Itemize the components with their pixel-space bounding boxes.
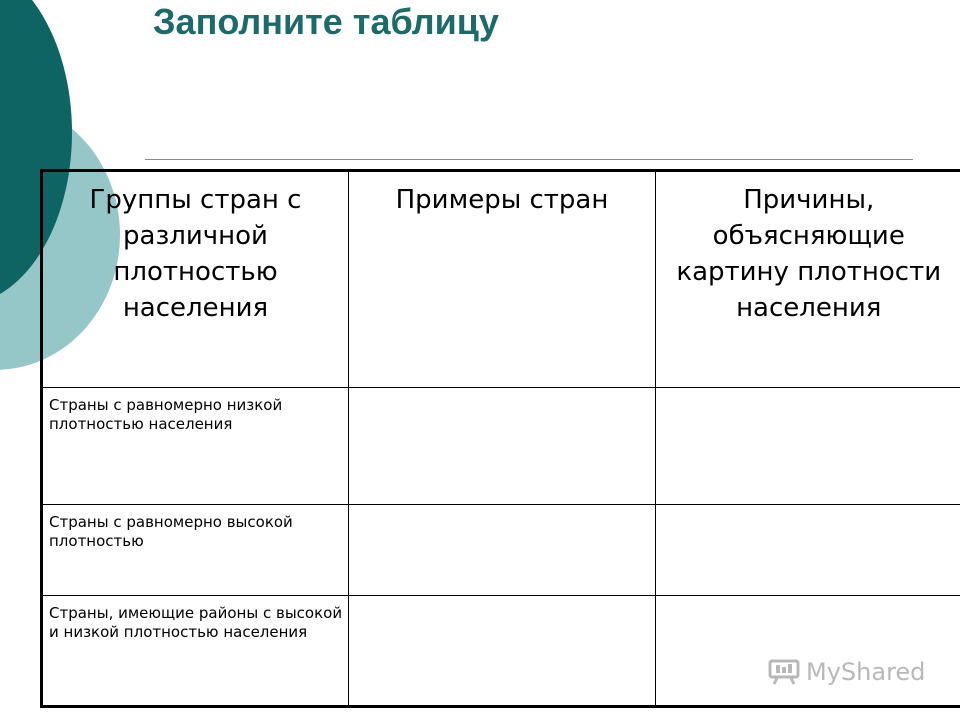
table-cell-group: Страны с равномерно высокой плотностью bbox=[42, 505, 349, 596]
header-reasons: Причины, объясняющие картину плотности населения bbox=[656, 171, 960, 388]
table-cell-group: Страны с равномерно низкой плотностью населения bbox=[42, 388, 349, 505]
watermark-text: MyShared bbox=[806, 658, 926, 686]
table-cell-examples[interactable] bbox=[349, 505, 656, 596]
table-cell-examples[interactable] bbox=[349, 596, 656, 707]
slide-title: Заполните таблицу bbox=[153, 1, 499, 42]
table-row bbox=[42, 596, 960, 707]
table-cell-examples[interactable] bbox=[349, 388, 656, 505]
fill-in-table bbox=[40, 169, 960, 708]
watermark bbox=[768, 658, 925, 686]
table-cell-reasons[interactable] bbox=[656, 388, 960, 505]
table-row bbox=[42, 505, 960, 596]
table-cell-group: Страны, имеющие районы с высокой и низкой плотностью населения bbox=[42, 596, 349, 707]
table-header-row bbox=[42, 171, 960, 388]
presentation-board-icon bbox=[768, 659, 800, 685]
title-divider bbox=[145, 159, 913, 160]
header-country-examples: Примеры стран bbox=[349, 171, 656, 388]
table-row bbox=[42, 388, 960, 505]
table-cell-reasons[interactable] bbox=[656, 596, 960, 707]
table-cell-reasons[interactable] bbox=[656, 505, 960, 596]
header-country-groups: Группы стран с различной плотностью населения bbox=[42, 171, 349, 388]
